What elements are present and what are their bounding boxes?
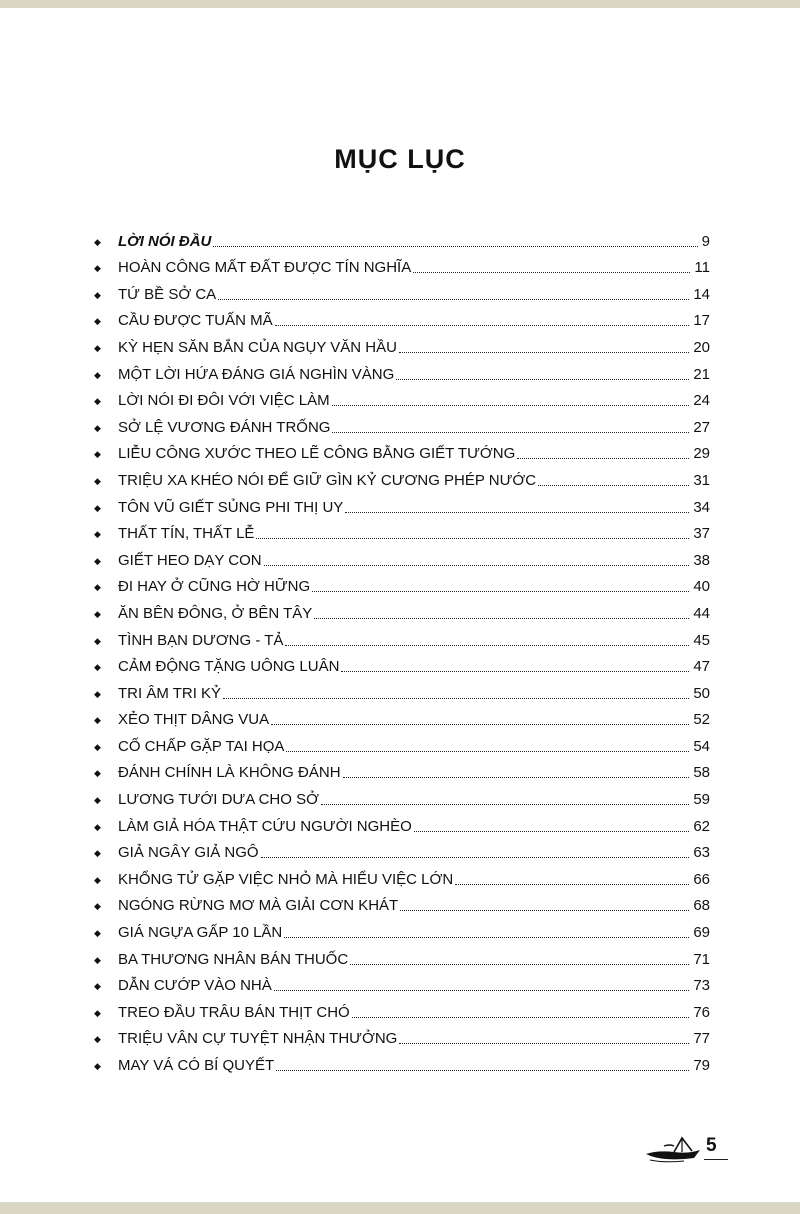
- toc-entry: [92, 916, 710, 943]
- diamond-bullet-icon: ◆: [94, 502, 101, 513]
- dot-leader: [350, 963, 689, 965]
- toc-entry: [92, 996, 710, 1023]
- dot-leader: [399, 1042, 689, 1044]
- toc-entry: [92, 863, 710, 890]
- toc-entry: [92, 278, 710, 305]
- dot-leader: [275, 324, 690, 326]
- toc-entry: [92, 730, 710, 757]
- dot-leader: [321, 803, 689, 805]
- toc-entry-page-number: 9: [701, 232, 710, 250]
- toc-entry-page-number: 52: [693, 711, 710, 729]
- toc-entry: [92, 252, 710, 279]
- diamond-bullet-icon: ◆: [94, 768, 101, 779]
- table-of-contents: [92, 225, 710, 1076]
- dot-leader: [455, 883, 689, 885]
- dot-leader: [264, 564, 690, 566]
- toc-entry: [92, 810, 710, 837]
- toc-entry: [92, 571, 710, 598]
- toc-entry: [92, 890, 710, 917]
- toc-entry: [92, 464, 710, 491]
- toc-entry: [92, 331, 710, 358]
- page-number-underline: [704, 1159, 728, 1160]
- toc-entry-page-number: 20: [693, 338, 710, 356]
- dot-leader: [414, 830, 690, 832]
- diamond-bullet-icon: ◆: [94, 582, 101, 593]
- toc-entry-title: DẪN CƯỚP VÀO NHÀ: [118, 977, 272, 995]
- dot-leader: [218, 298, 689, 300]
- toc-entry-title: KỲ HẸN SĂN BẮN CỦA NGỤY VĂN HẦU: [118, 338, 397, 356]
- boat-ornament-icon: [644, 1132, 708, 1166]
- dot-leader: [399, 351, 689, 353]
- toc-entry-title: GIẢ NGÂY GIẢ NGÔ: [118, 844, 259, 862]
- toc-entry-title: LIỄU CÔNG XƯỚC THEO LẼ CÔNG BẰNG GIẾT TƯỚNG: [118, 445, 516, 463]
- diamond-bullet-icon: ◆: [94, 316, 101, 327]
- dot-leader: [332, 431, 689, 433]
- toc-entry-page-number: 63: [693, 844, 710, 862]
- toc-entry-title: CỐ CHẤP GẶP TAI HỌA: [118, 737, 285, 755]
- toc-entry-page-number: 76: [693, 1003, 710, 1021]
- diamond-bullet-icon: ◆: [94, 369, 101, 380]
- dot-leader: [256, 537, 689, 539]
- diamond-bullet-icon: ◆: [94, 1061, 101, 1071]
- toc-entry-title: GIÁ NGỰA GẤP 10 LẦN: [118, 924, 283, 942]
- toc-entry: [92, 225, 710, 252]
- page-footer: [644, 1132, 734, 1166]
- toc-entry-page-number: 40: [693, 578, 710, 596]
- dot-leader: [345, 511, 689, 513]
- toc-entry: [92, 1023, 710, 1050]
- toc-entry-title: ĂN BÊN ĐÔNG, Ở BÊN TÂY: [118, 604, 313, 622]
- toc-entry-page-number: 59: [693, 791, 710, 809]
- diamond-bullet-icon: ◆: [94, 608, 101, 619]
- dot-leader: [396, 378, 689, 380]
- toc-entry-title: BA THƯƠNG NHÂN BÁN THUỐC: [118, 950, 349, 968]
- toc-entry-page-number: 62: [693, 817, 710, 835]
- toc-entry-page-number: 24: [693, 392, 710, 410]
- dot-leader: [341, 670, 689, 672]
- toc-entry: [92, 783, 710, 810]
- diamond-bullet-icon: ◆: [94, 396, 101, 407]
- toc-entry: [92, 757, 710, 784]
- toc-entry-title: ĐI HAY Ở CŨNG HỜ HỮNG: [118, 578, 311, 596]
- toc-entry-page-number: 58: [693, 764, 710, 782]
- dot-leader: [352, 1016, 690, 1018]
- page-number: 5: [706, 1135, 717, 1156]
- toc-entry-page-number: 71: [693, 950, 710, 968]
- toc-entry-page-number: 34: [693, 498, 710, 516]
- dot-leader: [274, 989, 690, 991]
- toc-entry: [92, 544, 710, 571]
- diamond-bullet-icon: ◆: [94, 1007, 101, 1018]
- toc-entry: [92, 704, 710, 731]
- dot-leader: [213, 245, 697, 247]
- toc-entry: [92, 651, 710, 678]
- diamond-bullet-icon: ◆: [94, 475, 101, 486]
- toc-entry-title: TRIỆU XA KHÉO NÓI ĐỂ GIỮ GÌN KỶ CƯƠNG PHÉP NƯỚC: [118, 471, 537, 489]
- toc-entry: [92, 518, 710, 545]
- dot-leader: [271, 723, 689, 725]
- diamond-bullet-icon: ◆: [94, 635, 101, 646]
- toc-entry-title: TREO ĐẦU TRÂU BÁN THỊT CHÓ: [118, 1003, 350, 1021]
- toc-entry: [92, 837, 710, 864]
- toc-entry-page-number: 69: [693, 924, 710, 942]
- toc-entry: [92, 438, 710, 465]
- toc-entry-title: LỜI NÓI ĐI ĐÔI VỚI VIỆC LÀM: [118, 392, 330, 410]
- toc-entry-page-number: 79: [693, 1057, 710, 1074]
- dot-leader: [261, 856, 690, 858]
- dot-leader: [538, 484, 689, 486]
- diamond-bullet-icon: ◆: [94, 662, 101, 673]
- toc-entry-title: LÀM GIẢ HÓA THẬT CỨU NGƯỜI NGHÈO: [118, 817, 412, 835]
- diamond-bullet-icon: ◆: [94, 529, 101, 540]
- toc-entry-page-number: 31: [693, 471, 710, 489]
- toc-entry-page-number: 47: [693, 658, 710, 676]
- toc-entry-title: ĐÁNH CHÍNH LÀ KHÔNG ĐÁNH: [118, 764, 341, 782]
- diamond-bullet-icon: ◆: [94, 263, 101, 274]
- diamond-bullet-icon: ◆: [94, 795, 101, 806]
- toc-entry-title: MAY VÁ CÓ BÍ QUYẾT: [118, 1057, 275, 1074]
- toc-entry: [92, 411, 710, 438]
- toc-entry: [92, 677, 710, 704]
- toc-entry: [92, 624, 710, 651]
- diamond-bullet-icon: ◆: [94, 848, 101, 859]
- dot-leader: [286, 750, 689, 752]
- toc-entry-page-number: 73: [693, 977, 710, 995]
- toc-entry-page-number: 54: [693, 737, 710, 755]
- toc-entry-title: THẤT TÍN, THẤT LỄ: [118, 525, 255, 543]
- toc-entry-page-number: 17: [693, 312, 710, 330]
- toc-entry-title: GIẾT HEO DẠY CON: [118, 551, 262, 569]
- toc-entry-page-number: 11: [694, 259, 710, 277]
- diamond-bullet-icon: ◆: [94, 874, 101, 885]
- toc-entry: [92, 943, 710, 970]
- diamond-bullet-icon: ◆: [94, 954, 101, 965]
- toc-entry-title: SỞ LỆ VƯƠNG ĐÁNH TRỐNG: [118, 418, 331, 436]
- toc-entry-title: CẢM ĐỘNG TẶNG UÔNG LUÂN: [118, 658, 340, 676]
- diamond-bullet-icon: ◆: [94, 342, 101, 353]
- toc-entry-page-number: 66: [693, 870, 710, 888]
- toc-entry-title: LƯƠNG TƯỚI DƯA CHO SỞ: [118, 791, 319, 809]
- toc-entry-page-number: 45: [693, 631, 710, 649]
- diamond-bullet-icon: ◆: [94, 715, 101, 726]
- dot-leader: [343, 776, 690, 778]
- dot-leader: [312, 590, 689, 592]
- dot-leader: [284, 936, 689, 938]
- toc-entry-title: TRIỆU VÂN CỰ TUYỆT NHẬN THƯỞNG: [118, 1030, 398, 1048]
- dot-leader: [400, 909, 689, 911]
- toc-entry-title: TÔN VŨ GIẾT SỦNG PHI THỊ UY: [118, 498, 344, 516]
- dot-leader: [413, 271, 690, 273]
- diamond-bullet-icon: ◆: [94, 555, 101, 566]
- diamond-bullet-icon: ◆: [94, 821, 101, 832]
- toc-entry-page-number: 50: [693, 684, 710, 702]
- diamond-bullet-icon: ◆: [94, 289, 101, 300]
- dot-leader: [276, 1069, 689, 1071]
- toc-entry-title: KHỔNG TỬ GẶP VIỆC NHỎ MÀ HIỂU VIỆC LỚN: [118, 870, 454, 888]
- page-title: MỤC LỤC: [334, 144, 466, 174]
- toc-entry-page-number: 68: [693, 897, 710, 915]
- toc-entry: [92, 358, 710, 385]
- diamond-bullet-icon: ◆: [94, 688, 101, 699]
- dot-leader: [517, 457, 689, 459]
- toc-entry-title: LỜI NÓI ĐẦU: [118, 232, 212, 250]
- toc-entry: [92, 491, 710, 518]
- toc-entry-title: HOÀN CÔNG MẤT ĐẤT ĐƯỢC TÍN NGHĨA: [118, 259, 412, 277]
- diamond-bullet-icon: ◆: [94, 236, 101, 247]
- toc-entry-page-number: 77: [693, 1030, 710, 1048]
- dot-leader: [285, 644, 689, 646]
- diamond-bullet-icon: ◆: [94, 981, 101, 992]
- toc-entry-page-number: 37: [693, 525, 710, 543]
- toc-entry-title: MỘT LỜI HỨA ĐÁNG GIÁ NGHÌN VÀNG: [118, 365, 395, 383]
- toc-entry-title: TRI ÂM TRI KỶ: [118, 684, 222, 702]
- toc-entry: [92, 305, 710, 332]
- toc-entry-page-number: 14: [693, 285, 710, 303]
- toc-entry: [92, 597, 710, 624]
- diamond-bullet-icon: ◆: [94, 1034, 101, 1045]
- toc-entry-page-number: 27: [693, 418, 710, 436]
- toc-entry-title: TỨ BỀ SỞ CA: [118, 285, 217, 303]
- toc-entry-page-number: 21: [693, 365, 710, 383]
- dot-leader: [314, 617, 689, 619]
- diamond-bullet-icon: ◆: [94, 901, 101, 912]
- diamond-bullet-icon: ◆: [94, 449, 101, 460]
- toc-entry-title: NGÓNG RỪNG MƠ MÀ GIẢI CƠN KHÁT: [118, 897, 399, 915]
- toc-entry-page-number: 38: [693, 551, 710, 569]
- toc-entry-page-number: 29: [693, 445, 710, 463]
- toc-entry: [92, 385, 710, 412]
- dot-leader: [332, 404, 690, 406]
- toc-entry-title: XẺO THỊT DÂNG VUA: [118, 711, 270, 729]
- toc-entry-page-number: 44: [693, 604, 710, 622]
- diamond-bullet-icon: ◆: [94, 741, 101, 752]
- diamond-bullet-icon: ◆: [94, 928, 101, 939]
- toc-entry-title: TÌNH BẠN DƯƠNG - TẢ: [118, 631, 284, 649]
- book-page: [0, 8, 800, 1202]
- toc-entry: [92, 970, 710, 997]
- toc-entry-title: CẦU ĐƯỢC TUẤN MÃ: [118, 312, 273, 330]
- toc-entry: [92, 1049, 710, 1076]
- dot-leader: [223, 697, 689, 699]
- diamond-bullet-icon: ◆: [94, 422, 101, 433]
